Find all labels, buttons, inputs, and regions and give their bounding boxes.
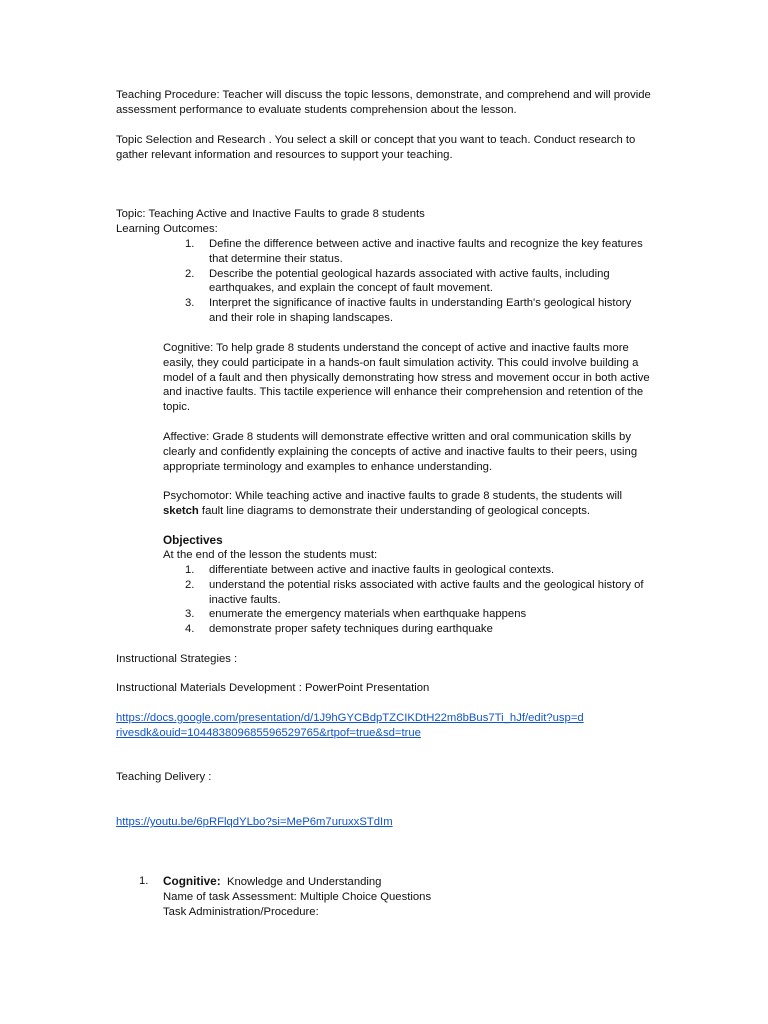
list-item-text: Describe the potential geological hazards associated with active faults, including earthquakes, and explain the concept of fault movement. (209, 267, 610, 295)
list-number: 3. (185, 608, 195, 621)
instructional-materials-line: Instructional Materials Development : PowerPoint Presentation (116, 682, 430, 694)
video-link-wrap (116, 815, 656, 830)
topic-line: Topic: Teaching Active and Inactive Faults to grade 8 students (116, 208, 425, 220)
assessment-item (116, 874, 656, 919)
video-link[interactable]: https://youtu.be/6pRFlqdYLbo?si=MeP6m7uruxxSTdIm (116, 816, 393, 828)
learning-outcomes-list (163, 237, 653, 326)
objectives-intro: At the end of the lesson the students must: (163, 549, 378, 561)
objectives-heading: Objectives (163, 533, 223, 547)
instructional-strategies-label: Instructional Strategies : (116, 653, 238, 665)
list-item (163, 296, 653, 326)
cognitive-paragraph: Cognitive: To help grade 8 students understand the concept of active and inactive faults more easily, they could participate in a hands-on fault simulation activity. This could involve building a model of a fault and then physically demonstrating how stress and movement occur in both active and inactive faults. This tactile experience will enhance their comprehension and retention of the topic. (163, 342, 650, 414)
list-item-text: Interpret the significance of inactive faults in understanding Earth's geological history and their role in shaping landscapes. (209, 297, 632, 324)
list-number: 1. (139, 875, 149, 887)
list-number: 3. (185, 297, 195, 310)
presentation-link[interactable]: https://docs.google.com/presentation/d/1J9hGYCBdpTZCIKDtH22m8bBus7Ti_hJf/edit?usp=drivesdk&ouid=104483809685596529765&rtpof=true&sd=true (116, 712, 584, 739)
learning-outcomes-label: Learning Outcomes: (116, 223, 218, 235)
list-item (163, 622, 653, 637)
task-name: Name of task Assessment: Multiple Choice Questions (163, 890, 432, 903)
psychomotor-paragraph (163, 489, 653, 519)
topic-selection-paragraph: Topic Selection and Research . You select a skill or concept that you want to teach. Conduct research to gather relevant information and resources to support your teaching. (116, 134, 636, 161)
list-item-text: differentiate between active and inactive faults in geological contexts. (209, 564, 555, 576)
assessment-label-rest: Knowledge and Understanding (220, 876, 382, 888)
list-item (163, 267, 653, 297)
psychomotor-text: Psychomotor: While teaching active and inactive faults to grade 8 students, the students will (163, 490, 623, 502)
list-number: 1. (185, 564, 195, 576)
objectives-list (163, 563, 653, 637)
list-item (163, 563, 653, 578)
list-number: 4. (185, 623, 195, 636)
list-item-text: Define the difference between active and inactive faults and recognize the key features that determine their status. (209, 238, 643, 265)
list-number: 2. (185, 578, 195, 591)
affective-paragraph: Affective: Grade 8 students will demonstrate effective written and oral communication skills by clearly and confidently explaining the concepts of active and inactive faults to their peers, using appropriate terminology and examples to enhance understanding. (163, 431, 638, 473)
assessment-title (163, 874, 656, 890)
list-number: 1. (185, 238, 195, 250)
presentation-link-wrap (116, 711, 586, 741)
psychomotor-text-end: fault line diagrams to demonstrate their understanding of geological concepts. (198, 504, 591, 517)
list-item-text: enumerate the emergency materials when earthquake happens (209, 608, 527, 621)
assessment-label: Cognitive: (163, 874, 221, 888)
psychomotor-bold-word: sketch (163, 504, 199, 517)
list-item (163, 578, 653, 608)
list-item (163, 237, 653, 267)
list-item (163, 607, 653, 622)
task-administration: Task Administration/Procedure: (163, 905, 319, 918)
teaching-procedure-paragraph: Teaching Procedure: Teacher will discuss the topic lessons, demonstrate, and comprehend and will provide assessment performance to evaluate students comprehension about the lesson. (116, 89, 651, 116)
list-item-text: demonstrate proper safety techniques during earthquake (209, 623, 493, 636)
list-number: 2. (185, 267, 195, 280)
list-item-text: understand the potential risks associated with active faults and the geological history of inactive faults. (209, 578, 644, 606)
teaching-delivery-label: Teaching Delivery : (116, 771, 212, 783)
